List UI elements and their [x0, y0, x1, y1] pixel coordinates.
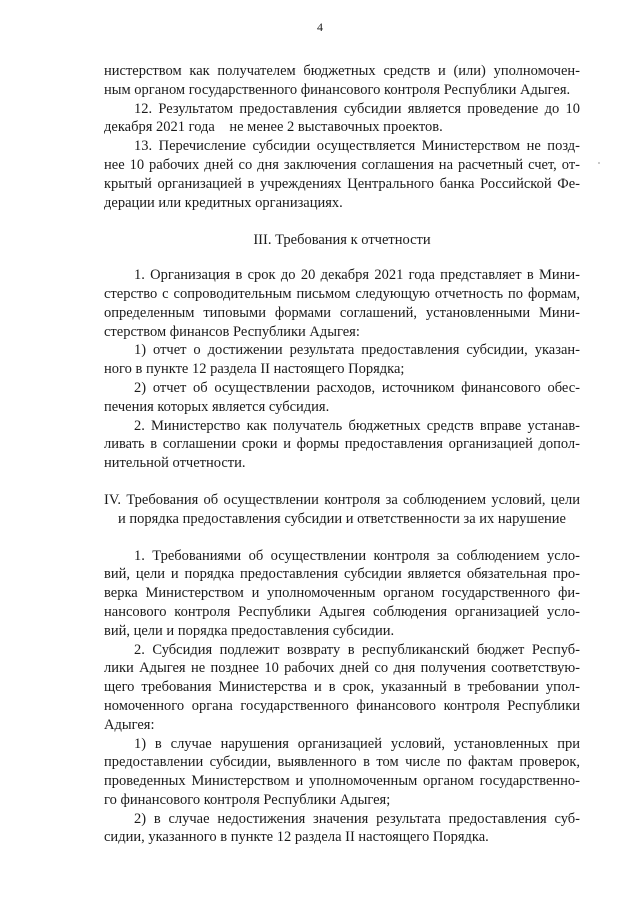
section-heading-iii: III. Требования к отчетности [253, 232, 431, 249]
paragraph-iii-1-2 [104, 379, 580, 417]
text-line: щего требования Министерства и в срок, указанный в требовании упол- [104, 679, 580, 696]
text-line: дерации или кредитных организациях. [104, 194, 343, 211]
text-line: вий, цели и порядка предоставления субсидии. [104, 622, 395, 639]
text-line: 2) отчет об осуществлении расходов, источником финансового обес- [134, 379, 580, 396]
text-line: нительной отчетности. [104, 455, 246, 472]
document-body [104, 62, 580, 847]
paragraph-iv-2-2 [104, 810, 580, 848]
paragraph-iv-2-1 [104, 735, 580, 810]
text-line: го финансового контроля Республики Адыгея; [104, 791, 391, 808]
text-line: проведенных Министерством и уполномоченным органом государственно- [104, 773, 580, 790]
text-line: вий, цели и порядка предоставления субсидии является обязательная про- [104, 566, 580, 583]
text-line: 1) в случае нарушения организацией условий, установленных при [134, 735, 580, 752]
text-line: 2. Министерство как получатель бюджетных средств вправе устанав- [134, 417, 580, 434]
paragraph-iv-2 [104, 641, 580, 735]
text-line: ливать в соглашении сроки и формы предоставления организацией допол- [104, 436, 580, 453]
text-line: 13. Перечисление субсидии осуществляется Министерством не позд- [134, 138, 580, 155]
text-line: ным органом государственного финансового контроля Республики Адыгея. [104, 81, 571, 98]
scan-speck [598, 162, 600, 164]
heading-line: IV. Требования об осуществлении контроля за соблюдением условий, цели [104, 491, 580, 508]
text-line: Адыгея: [104, 716, 155, 733]
text-line: верка Министерством и уполномоченным органом государственного фи- [104, 585, 580, 602]
text-line: декабря 2021 года не менее 2 выставочных проектов. [104, 119, 443, 136]
text-line: определенным типовыми формами соглашений, установленными Мини- [104, 304, 580, 321]
text-line: 1. Требованиями об осуществлении контроля за соблюдением усло- [134, 547, 580, 564]
page-number: 4 [317, 20, 323, 34]
text-line: нее 10 рабочих дней со дня заключения соглашения на расчетный счет, от- [104, 156, 580, 173]
paragraph-item-13 [104, 137, 580, 212]
text-line: стерство с сопроводительным письмом следующую отчетность по формам, [104, 285, 580, 302]
text-line: лики Адыгея не позднее 10 рабочих дней со дня получения соответствую- [104, 660, 580, 677]
text-line: ного в пункте 12 раздела II настоящего Порядка; [104, 361, 405, 378]
text-line: печения которых является субсидия. [104, 398, 330, 415]
paragraph-iii-1 [104, 266, 580, 341]
paragraph-iii-1-1 [104, 341, 580, 379]
text-line: предоставлении субсидии, выявленного в том числе по фактам проверок, [104, 754, 580, 771]
paragraph-iv-1 [104, 547, 580, 641]
text-line: 2. Субсидия подлежит возврату в республиканский бюджет Респуб- [134, 641, 580, 658]
text-line: 1) отчет о достижении результата предоставления субсидии, указан- [134, 342, 580, 359]
text-line: номоченного органа государственного финансового контроля Республики [104, 697, 580, 714]
text-line: крытый организацией в учреждениях Центрального банка Российской Фе- [104, 175, 580, 192]
heading-line: и порядка предоставления субсидии и ответственности за их нарушение [118, 510, 566, 527]
text-line: 12. Результатом предоставления субсидии является проведение до 10 [134, 100, 580, 117]
text-line: сидии, указанного в пункте 12 раздела II настоящего Порядка. [104, 829, 489, 846]
paragraph-continuation [104, 62, 580, 100]
text-line: нистерством как получателем бюджетных средств и (или) уполномочен- [104, 63, 580, 79]
text-line: нансового контроля Республики Адыгея соблюдения организацией усло- [104, 603, 580, 620]
paragraph-iii-2 [104, 417, 580, 473]
section-heading-iv [104, 491, 580, 529]
text-line: 1. Организация в срок до 20 декабря 2021 года представляет в Мини- [134, 267, 580, 284]
text-line: стерством финансов Республики Адыгея: [104, 323, 360, 340]
text-line: 2) в случае недостижения значения результата предоставления суб- [134, 810, 580, 827]
paragraph-item-12 [104, 100, 580, 138]
